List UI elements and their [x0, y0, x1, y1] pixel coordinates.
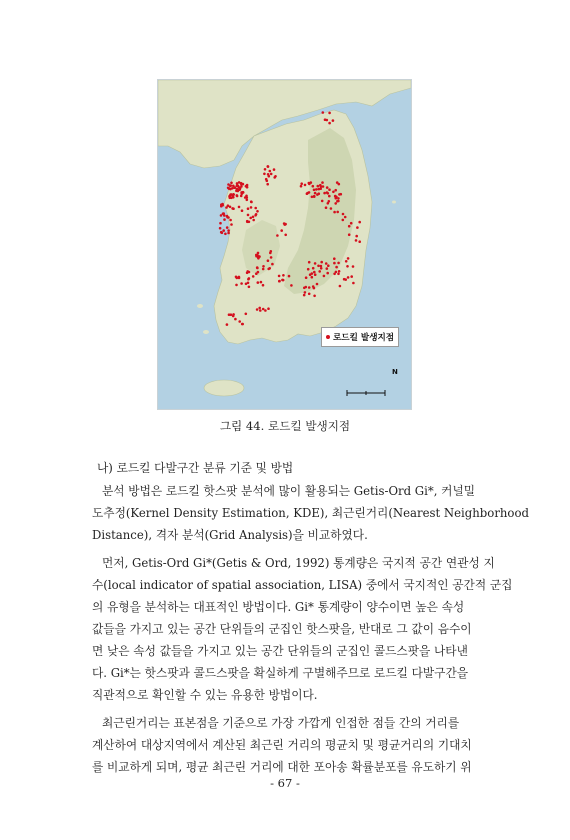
paragraph: [92, 480, 529, 546]
paragraph-line: 를 비교하게 되며, 평균 최근린 거리에 대한 포아송 확률분포를 유도하기 위: [92, 760, 472, 774]
roadkill-point: [245, 185, 248, 188]
roadkill-point: [229, 197, 232, 200]
roadkill-point: [300, 182, 303, 185]
roadkill-point: [336, 211, 339, 214]
roadkill-point: [236, 185, 239, 188]
roadkill-point: [221, 232, 224, 235]
roadkill-point: [235, 284, 238, 287]
roadkill-point: [238, 206, 241, 209]
roadkill-point: [268, 175, 271, 178]
roadkill-point: [273, 176, 276, 179]
roadkill-point: [246, 199, 249, 202]
roadkill-point: [320, 265, 323, 268]
roadkill-point: [236, 195, 239, 198]
roadkill-point: [238, 188, 241, 191]
jeju-island: [204, 380, 244, 396]
roadkill-point: [229, 219, 232, 222]
roadkill-point: [315, 188, 318, 191]
roadkill-point: [312, 267, 315, 270]
paragraph-line: 면 낮은 속성 값들을 가지고 있는 공간 단위들의 군집인 콜드스팟을 나타낸: [92, 644, 468, 658]
roadkill-point: [313, 195, 316, 198]
roadkill-point: [222, 229, 225, 232]
roadkill-point: [319, 187, 322, 190]
roadkill-point: [262, 268, 265, 271]
roadkill-point: [308, 261, 311, 264]
roadkill-point: [326, 272, 329, 275]
roadkill-point: [227, 232, 230, 235]
roadkill-point: [234, 318, 237, 321]
roadkill-point: [247, 278, 250, 281]
roadkill-point: [332, 191, 335, 194]
roadkill-point: [227, 183, 230, 186]
roadkill-point: [323, 275, 326, 278]
roadkill-point: [267, 307, 270, 310]
roadkill-point: [337, 262, 340, 265]
roadkill-point: [229, 184, 232, 187]
roadkill-point: [339, 285, 342, 288]
roadkill-point: [273, 168, 276, 171]
roadkill-point: [246, 221, 249, 224]
roadkill-point: [236, 277, 239, 280]
roadkill-point: [262, 284, 265, 287]
roadkill-point: [242, 183, 245, 186]
roadkill-point: [324, 118, 327, 121]
roadkill-point: [252, 216, 255, 219]
roadkill-point: [311, 276, 314, 279]
roadkill-point: [337, 273, 340, 276]
roadkill-point: [241, 323, 244, 326]
roadkill-point: [347, 276, 350, 279]
roadkill-point: [348, 225, 351, 228]
roadkill-point: [328, 195, 331, 198]
roadkill-point: [325, 206, 328, 209]
roadkill-point: [304, 291, 307, 294]
roadkill-point: [284, 234, 287, 237]
roadkill-point: [308, 293, 311, 296]
roadkill-point: [267, 268, 270, 271]
roadkill-point: [327, 202, 330, 205]
paragraph-line: 값들을 가지고 있는 공간 단위들의 군집인 핫스팟을, 반대로 그 값이 음수이: [92, 622, 472, 636]
roadkill-point: [350, 275, 353, 278]
roadkill-point: [300, 185, 303, 188]
roadkill-point: [334, 189, 337, 192]
roadkill-point: [326, 186, 329, 189]
roadkill-point: [338, 270, 341, 273]
roadkill-point: [264, 309, 267, 312]
roadkill-point: [231, 207, 234, 210]
roadkill-point: [345, 260, 348, 263]
roadkill-point: [229, 193, 232, 196]
roadkill-point: [334, 195, 337, 198]
roadkill-point: [306, 192, 309, 195]
roadkill-point: [352, 282, 355, 285]
roadkill-point: [282, 279, 285, 282]
roadkill-point: [303, 294, 306, 297]
roadkill-point: [342, 213, 345, 216]
roadkill-point: [238, 181, 241, 184]
island: [197, 304, 203, 308]
roadkill-point: [257, 281, 260, 284]
roadkill-point: [348, 233, 351, 236]
island: [392, 201, 396, 204]
roadkill-point: [328, 112, 331, 115]
roadkill-point: [223, 218, 226, 221]
roadkill-point: [347, 257, 350, 260]
roadkill-point: [333, 273, 336, 276]
roadkill-point: [358, 221, 361, 224]
roadkill-point: [311, 196, 314, 199]
roadkill-point: [249, 217, 252, 220]
roadkill-point: [254, 207, 257, 210]
roadkill-point: [259, 309, 262, 312]
roadkill-point: [332, 119, 335, 122]
roadkill-point: [346, 265, 349, 268]
paragraph-line: 직관적으로 확인할 수 있는 유용한 방법이다.: [92, 688, 318, 702]
roadkill-point: [326, 191, 329, 194]
roadkill-point: [227, 187, 230, 190]
roadkill-point: [219, 222, 222, 225]
paragraph-line: 다. Gi*는 핫스팟과 콜드스팟을 확실하게 구별해주므로 로드킬 다발구간을: [92, 666, 469, 680]
roadkill-point: [336, 200, 339, 203]
roadkill-point: [226, 226, 229, 229]
roadkill-point: [238, 320, 241, 323]
roadkill-point: [227, 229, 230, 232]
roadkill-point: [278, 275, 281, 278]
roadkill-point: [352, 265, 355, 268]
paragraph-line: 먼저, Getis-Ord Gi*(Getis & Ord, 1992) 통계량은 국지적 공간 연관성 지: [102, 556, 495, 570]
roadkill-point: [270, 173, 273, 176]
roadkill-point: [225, 206, 228, 209]
roadkill-point: [233, 186, 236, 189]
paragraph-line: 도추정(Kernel Density Estimation, KDE), 최근린거리(Nearest Neighborhood: [92, 506, 529, 520]
map-legend: [321, 327, 399, 347]
roadkill-point: [221, 203, 224, 206]
roadkill-point: [356, 226, 359, 229]
roadkill-point: [333, 262, 336, 265]
roadkill-point: [247, 282, 250, 285]
north-arrow: [392, 368, 398, 376]
roadkill-point: [267, 259, 270, 262]
roadkill-point: [247, 207, 250, 210]
roadkill-point: [220, 214, 223, 217]
paragraph: [92, 552, 513, 706]
roadkill-point: [355, 239, 358, 242]
roadkill-point: [337, 197, 340, 200]
roadkill-point: [328, 188, 331, 191]
roadkill-point: [260, 281, 263, 284]
roadkill-point: [280, 229, 283, 232]
roadkill-point: [312, 185, 315, 188]
roadkill-point: [257, 252, 260, 255]
roadkill-point: [307, 268, 310, 271]
roadkill-point: [326, 267, 329, 270]
roadkill-point: [336, 181, 339, 184]
roadkill-point: [231, 187, 234, 190]
roadkill-point: [290, 284, 293, 287]
roadkill-point: [236, 188, 239, 191]
roadkill-point: [317, 185, 320, 188]
legend-point-marker: [326, 335, 330, 339]
island: [203, 330, 209, 334]
scale-bar: [345, 385, 387, 399]
roadkill-point: [240, 195, 243, 198]
roadkill-point: [342, 219, 345, 222]
roadkill-point: [245, 313, 248, 316]
roadkill-point: [328, 122, 331, 125]
paragraph-line: 수(local indicator of spatial association, LISA) 중에서 국지적인 공간적 군집: [92, 578, 513, 592]
roadkill-point: [303, 287, 306, 290]
roadkill-point: [318, 270, 321, 273]
roadkill-point: [267, 165, 270, 168]
roadkill-point: [269, 252, 272, 255]
roadkill-point: [322, 111, 325, 114]
roadkill-point: [254, 214, 257, 217]
roadkill-point: [266, 180, 269, 183]
roadkill-point: [247, 214, 250, 217]
roadkill-map-figure: [157, 79, 412, 410]
paragraph-line: 계산하여 대상지역에서 계산된 최근린 거리의 평균치 및 평균거리의 기대치: [92, 738, 472, 752]
roadkill-point: [288, 275, 291, 278]
roadkill-point: [320, 261, 323, 264]
roadkill-point: [344, 216, 347, 219]
roadkill-point: [350, 222, 353, 225]
roadkill-point: [262, 308, 265, 311]
roadkill-point: [313, 295, 316, 298]
roadkill-point: [256, 267, 259, 270]
roadkill-point: [232, 315, 235, 318]
roadkill-point: [230, 182, 233, 185]
roadkill-point: [313, 271, 316, 274]
roadkill-point: [318, 192, 321, 195]
roadkill-point: [319, 184, 322, 187]
roadkill-point: [333, 257, 336, 260]
roadkill-point: [340, 193, 343, 196]
roadkill-point: [330, 207, 333, 210]
roadkill-point: [316, 283, 319, 286]
roadkill-point: [334, 202, 337, 205]
roadkill-point: [227, 216, 230, 219]
roadkill-point: [282, 274, 285, 277]
roadkill-point: [246, 272, 249, 275]
korea-map: [158, 80, 411, 409]
roadkill-point: [263, 173, 266, 176]
roadkill-point: [219, 227, 222, 230]
roadkill-point: [313, 189, 316, 192]
roadkill-point: [250, 206, 253, 209]
roadkill-point: [304, 184, 307, 187]
roadkill-point: [266, 183, 269, 186]
roadkill-point: [335, 266, 338, 269]
roadkill-point: [308, 286, 311, 289]
roadkill-point: [232, 196, 235, 199]
roadkill-point: [220, 205, 223, 208]
paragraph-line: 최근린거리는 표본점을 기준으로 가장 가깝게 인접한 점들 간의 거리를: [102, 716, 460, 730]
roadkill-point: [327, 264, 330, 267]
roadkill-point: [333, 211, 336, 214]
roadkill-point: [262, 265, 265, 268]
page-number: - 67 -: [270, 776, 300, 790]
roadkill-point: [226, 323, 229, 326]
roadkill-point: [278, 280, 281, 283]
roadkill-point: [270, 256, 273, 259]
paragraph-line: 분석 방법은 로드킬 핫스팟 분석에 많이 활용되는 Getis-Ord Gi*, 커널밀: [102, 484, 476, 498]
section-subheading: 나) 로드킬 다발구간 분류 기준 및 방법: [97, 461, 294, 475]
roadkill-point: [252, 275, 255, 278]
roadkill-point: [230, 223, 233, 226]
roadkill-point: [344, 278, 347, 281]
roadkill-point: [248, 286, 251, 289]
roadkill-point: [355, 235, 358, 238]
roadkill-point: [314, 192, 317, 195]
roadkill-point: [240, 282, 243, 285]
roadkill-point: [358, 240, 361, 243]
roadkill-point: [256, 308, 259, 311]
roadkill-point: [321, 200, 324, 203]
roadkill-point: [229, 206, 232, 209]
roadkill-point: [252, 219, 255, 222]
roadkill-point: [241, 209, 244, 212]
roadkill-point: [271, 263, 274, 266]
roadkill-point: [321, 181, 324, 184]
roadkill-point: [311, 272, 314, 275]
roadkill-point: [257, 257, 260, 260]
roadkill-point: [264, 168, 267, 171]
roadkill-point: [308, 183, 311, 186]
roadkill-point: [325, 262, 328, 265]
roadkill-point: [255, 272, 258, 275]
roadkill-point: [258, 307, 261, 310]
roadkill-point: [228, 313, 231, 316]
roadkill-point: [276, 234, 279, 237]
roadkill-point: [256, 210, 259, 213]
paragraph-line: 의 유형을 분석하는 대표적인 방법이다. Gi* 통계량이 양수이면 높은 속성: [92, 600, 465, 614]
roadkill-point: [224, 233, 227, 236]
roadkill-point: [250, 201, 253, 204]
roadkill-point: [284, 223, 287, 226]
roadkill-point: [241, 192, 244, 195]
roadkill-point: [320, 267, 323, 270]
roadkill-point: [232, 193, 235, 196]
roadkill-point: [222, 212, 225, 215]
legend-label: 로드킬 발생지점: [333, 333, 395, 343]
roadkill-point: [269, 170, 272, 173]
north-label: N: [392, 368, 398, 376]
roadkill-point: [312, 285, 315, 288]
body-text: [92, 480, 529, 784]
paragraph: [92, 712, 496, 778]
roadkill-point: [305, 276, 308, 279]
roadkill-point: [317, 265, 320, 268]
roadkill-point: [323, 192, 326, 195]
roadkill-point: [314, 262, 317, 265]
roadkill-point: [245, 195, 248, 198]
roadkill-point: [314, 273, 317, 276]
figure-caption: 그림 44. 로드킬 발생지점: [219, 419, 351, 433]
paragraph-line: Distance), 격자 분석(Grid Analysis)을 비교하였다.: [92, 528, 368, 542]
